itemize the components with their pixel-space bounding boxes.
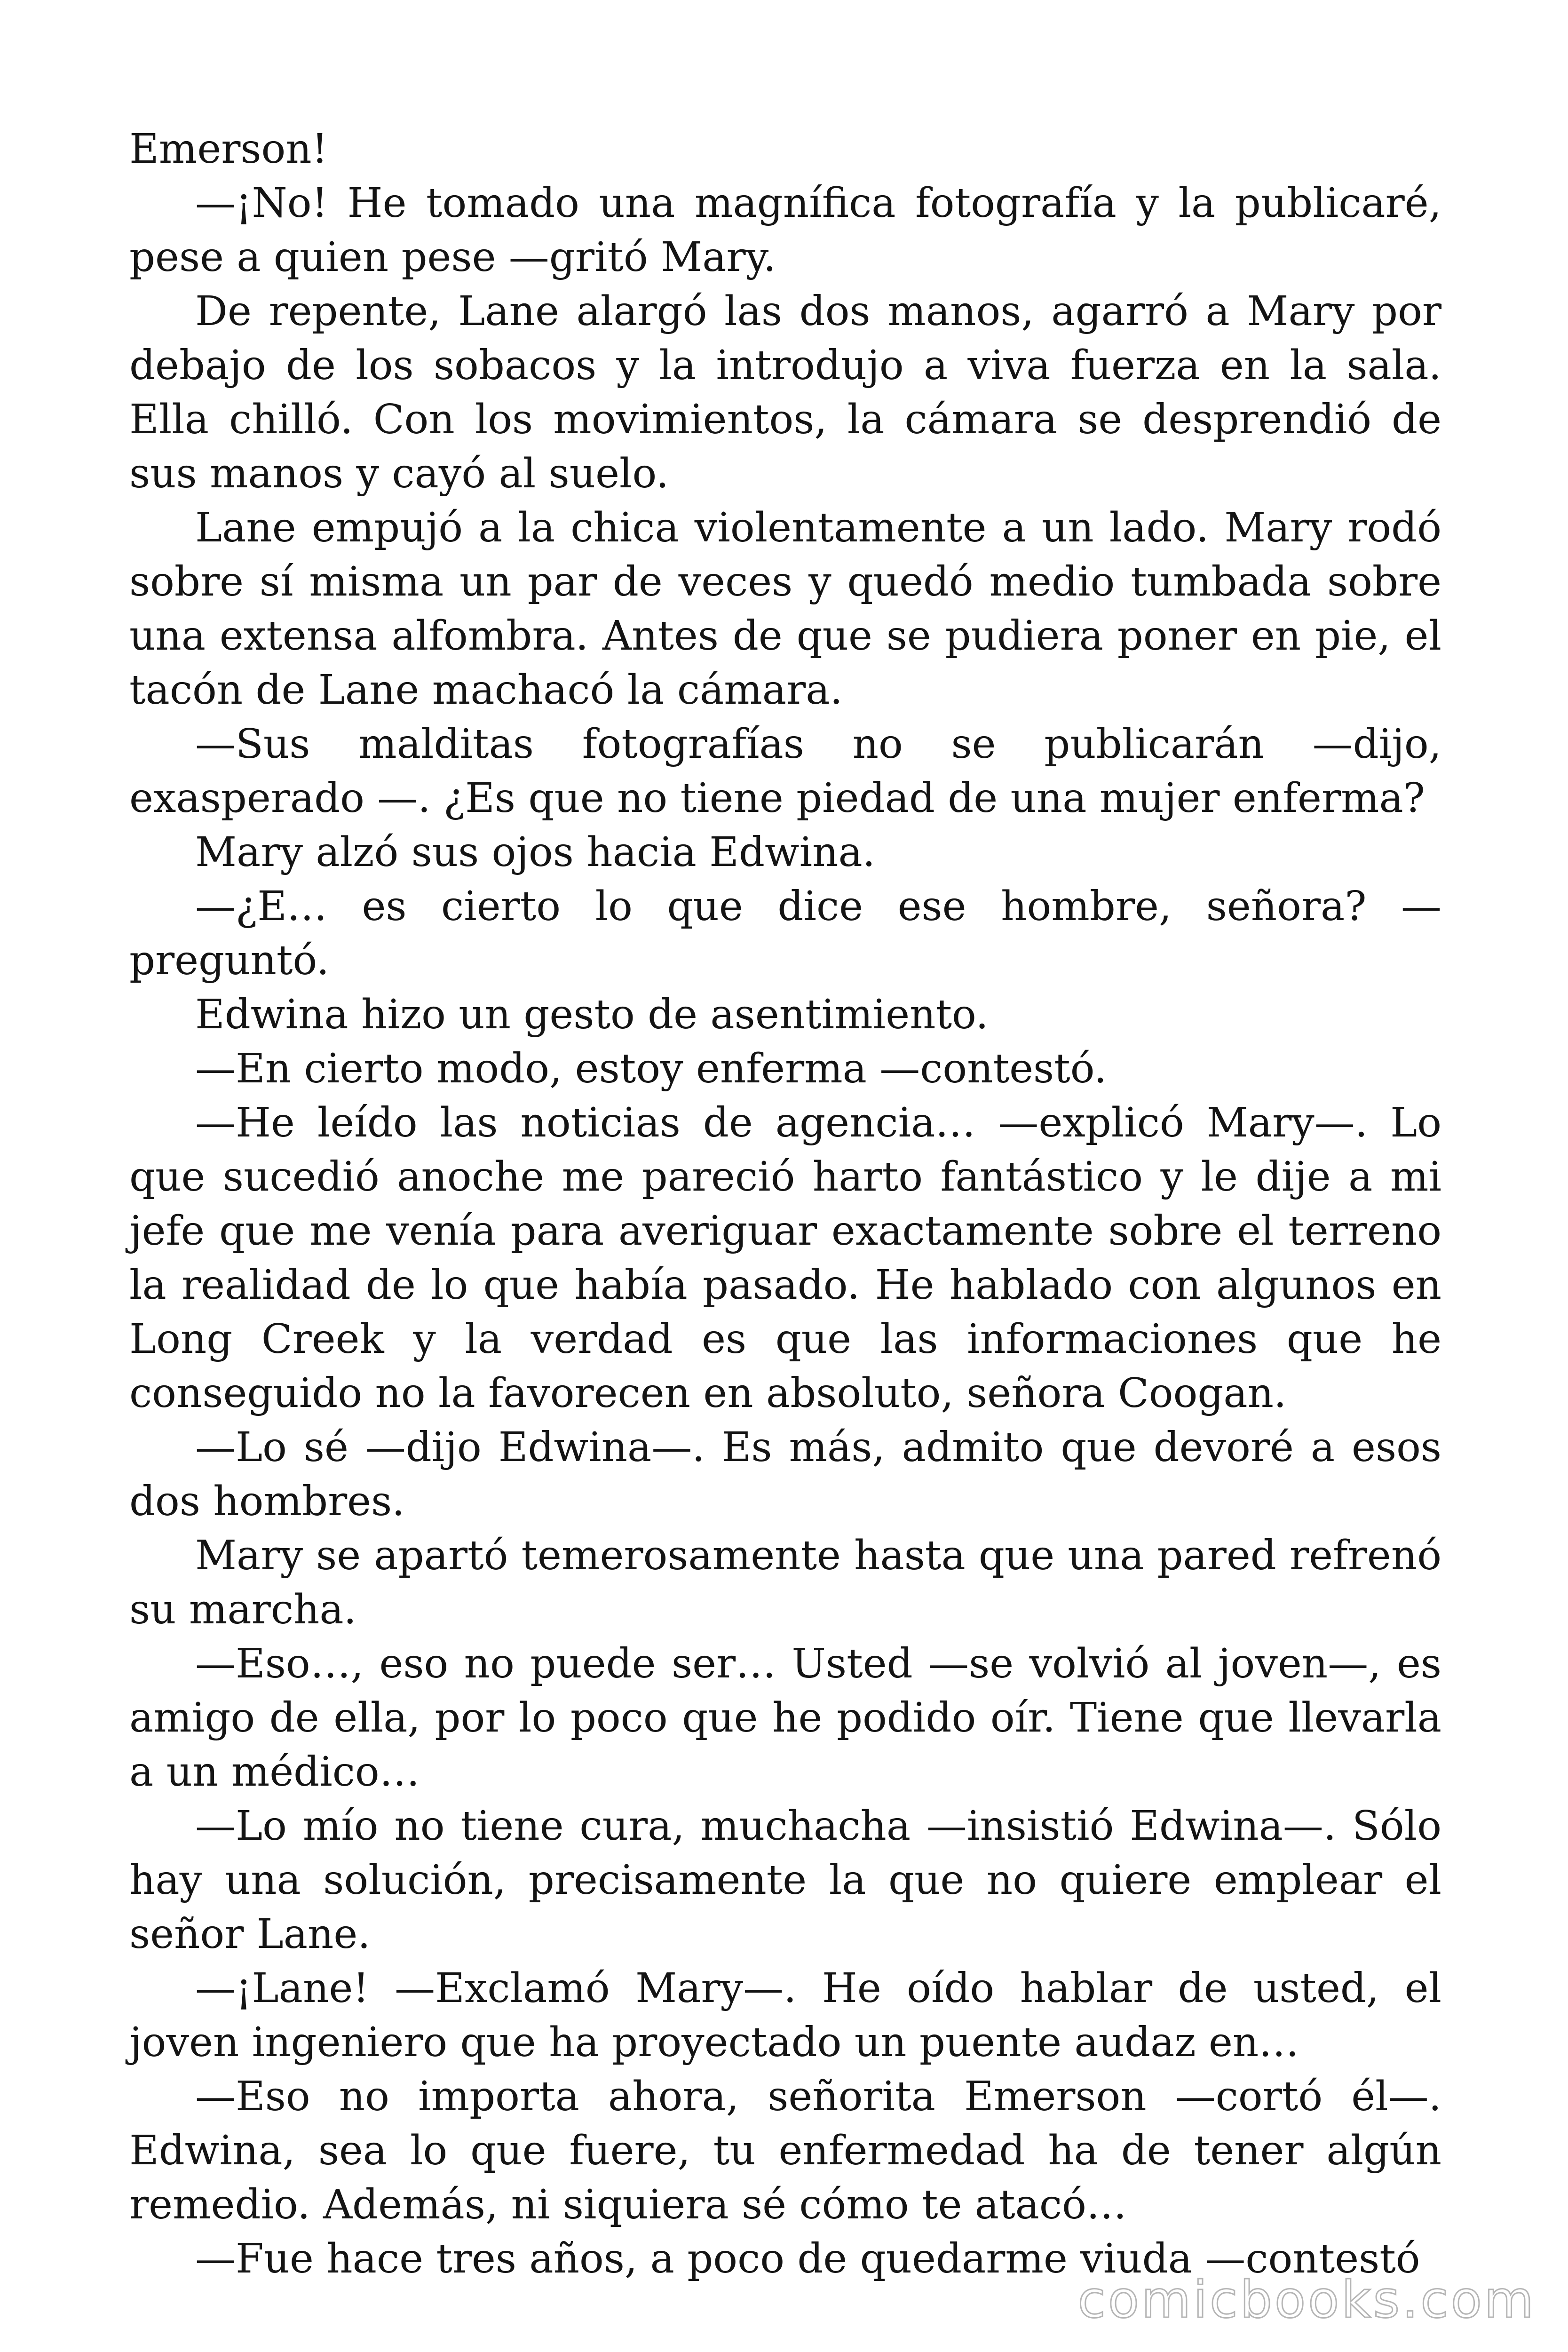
watermark: comicbooks.com — [1077, 2271, 1536, 2329]
paragraph: —¿E… es cierto lo que dice ese hombre, señora? —preguntó. — [129, 883, 1441, 984]
paragraph: —Sus malditas fotografías no se publicarán —dijo, exasperado —. ¿Es que no tiene piedad de una mujer enferma? — [129, 721, 1441, 822]
paragraph: Edwina hizo un gesto de asentimiento. — [195, 991, 989, 1038]
paragraph: —Lo mío no tiene cura, muchacha —insistió Edwina—. Sólo hay una solución, precisamente la que no quiere emplear el señor Lane. — [129, 1803, 1441, 1958]
paragraph: Mary se apartó temerosamente hasta que una pared refrenó su marcha. — [129, 1532, 1441, 1633]
paragraph: —Fue hace tres años, a poco de quedarme viuda —contestó — [195, 2235, 1420, 2282]
paragraph: —Lo sé —dijo Edwina—. Es más, admito que devoré a esos dos hombres. — [129, 1424, 1441, 1525]
paragraph: Mary alzó sus ojos hacia Edwina. — [195, 829, 876, 876]
paragraph: De repente, Lane alargó las dos manos, agarró a Mary por debajo de los sobacos y la introdujo a viva fuerza en la sala. Ella chilló. Con los movimientos, la cámara se desprendió de sus manos y cayó al suelo. — [129, 288, 1441, 497]
paragraph: Lane empujó a la chica violentamente a un lado. Mary rodó sobre sí misma un par de veces y quedó medio tumbada sobre una extensa alfombra. Antes de que se pudiera poner en pie, el tacón de Lane machacó la cámara. — [129, 504, 1441, 714]
body-text — [129, 122, 1441, 2286]
paragraph: —Eso no importa ahora, señorita Emerson —cortó él—. Edwina, sea lo que fuere, tu enfermedad ha de tener algún remedio. Además, ni siquiera sé cómo te atacó… — [129, 2073, 1441, 2228]
paragraph: —¡Lane! —Exclamó Mary—. He oído hablar de usted, el joven ingeniero que ha proyectado un puente audaz en… — [129, 1965, 1441, 2066]
paragraph: —Eso…, eso no puede ser… Usted —se volvió al joven—, es amigo de ella, por lo poco que he podido oír. Tiene que llevarla a un médico… — [129, 1640, 1441, 1796]
paragraph: —En cierto modo, estoy enferma —contestó. — [195, 1045, 1107, 1092]
paragraph: —¡No! He tomado una magnífica fotografía y la publicaré, pese a quien pese —gritó Mary. — [129, 180, 1441, 281]
paragraph: Emerson! — [129, 126, 328, 173]
paragraph: —He leído las noticias de agencia… —explicó Mary—. Lo que sucedió anoche me pareció harto fantástico y le dije a mi jefe que me venía para averiguar exactamente sobre el terreno la realidad de lo que había pasado. He hablado con algunos en Long Creek y la verdad es que las informaciones que he conseguido no la favorecen en absoluto, señora Coogan. — [129, 1099, 1441, 1417]
